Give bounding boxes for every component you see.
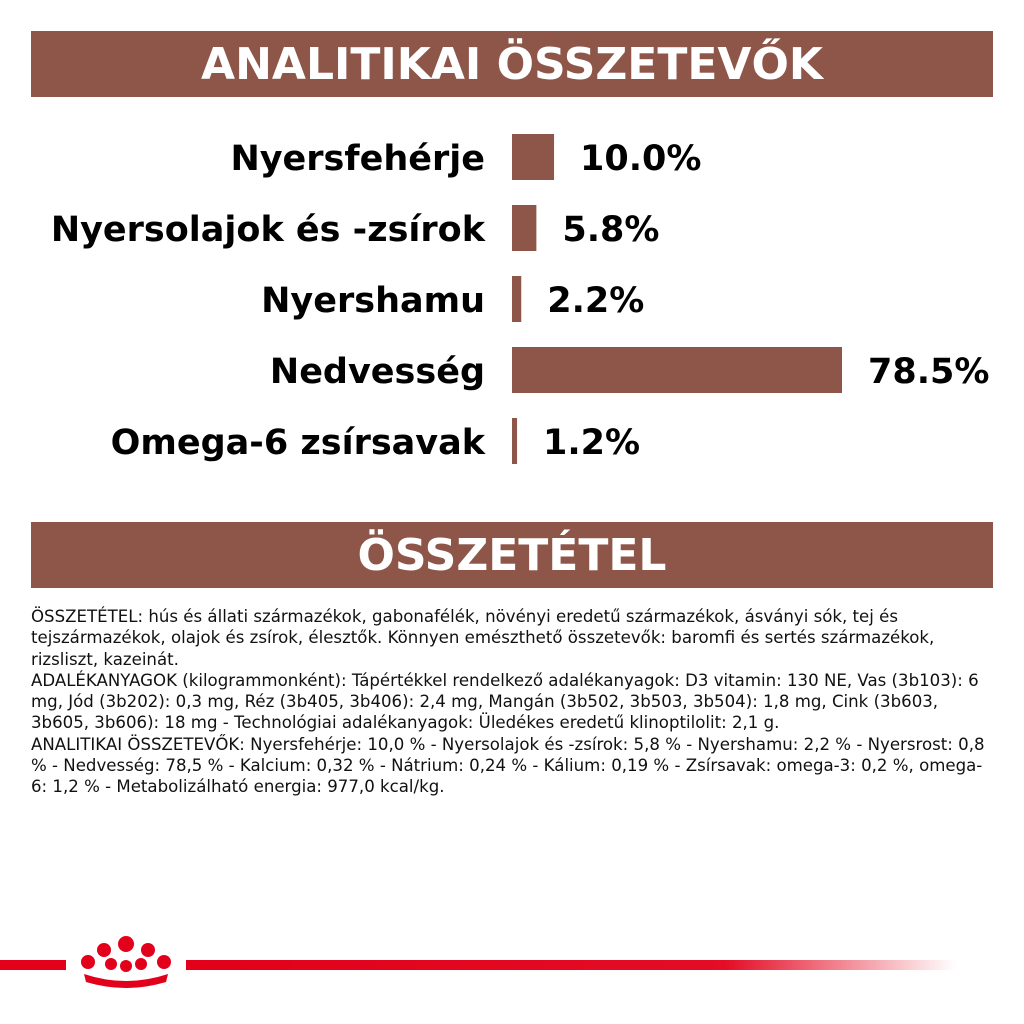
bar [512, 347, 842, 393]
analytical-paragraph: ANALITIKAI ÖSSZETEVŐK: Nyersfehérje: 10,0 % - Nyersolajok és -zsírok: 5,8 % - Nyershamu: 2,2 % - Nyersrost: 0,8 % - Nedvesség: 78,5 % - Kalcium: 0,32 % - Nátrium: 0,24 % - Kálium: 0,19 % - Zsírsavak: omega-3: 0,2 %, omega-6: 1,2 % - Metabolizálható energia: 977,0 kcal/kg. [31, 734, 985, 797]
value-label: 2.2% [547, 281, 645, 321]
crown-icon [81, 936, 171, 988]
brand-stripe-left [0, 960, 66, 970]
bar [512, 276, 521, 322]
bar [512, 418, 517, 464]
category-label: Omega-6 zsírsavak [110, 423, 485, 463]
value-label: 78.5% [868, 352, 990, 392]
additives-paragraph: ADALÉKANYAGOK (kilogrammonként): Tápértékkel rendelkező adalékanyagok: D3 vitamin: 130 NE, Vas (3b103): 6 mg, Jód (3b202): 0,3 mg, Réz (3b405, 3b406): 2,4 mg, Mangán (3b502, 3b503, 3b504): 1,8 mg, Cink (3b603, 3b605, 3b606): 18 mg - Technológiai adalékanyagok: Üledékes eredetű klinoptilolit: 2,1 g. [31, 670, 979, 733]
brand-stripe-right [186, 960, 956, 970]
composition-header-title: ÖSSZETÉTEL [357, 529, 667, 581]
bar [512, 205, 536, 251]
value-label: 10.0% [580, 139, 702, 179]
value-label: 5.8% [562, 210, 660, 250]
analytical-header [31, 31, 993, 97]
bar [512, 134, 554, 180]
analytical-bar-chart [0, 110, 1024, 480]
analytical-header-title: ANALITIKAI ÖSSZETEVŐK [201, 38, 823, 90]
category-label: Nedvesség [269, 352, 485, 392]
category-label: Nyersfehérje [230, 139, 485, 179]
value-label: 1.2% [543, 423, 641, 463]
brand-footer [0, 930, 1024, 990]
category-label: Nyersolajok és -zsírok [50, 210, 485, 250]
composition-text [31, 606, 993, 798]
category-label: Nyershamu [261, 281, 485, 321]
composition-header [31, 522, 993, 588]
composition-paragraph: ÖSSZETÉTEL: hús és állati származékok, gabonafélék, növényi eredetű származékok, ásványi sók, tej és tejszármazékok, olajok és zsírok, élesztők. Könnyen emészthető összetevők: baromfi és sertés származékok, rizsliszt, kazeinát. [31, 607, 935, 669]
